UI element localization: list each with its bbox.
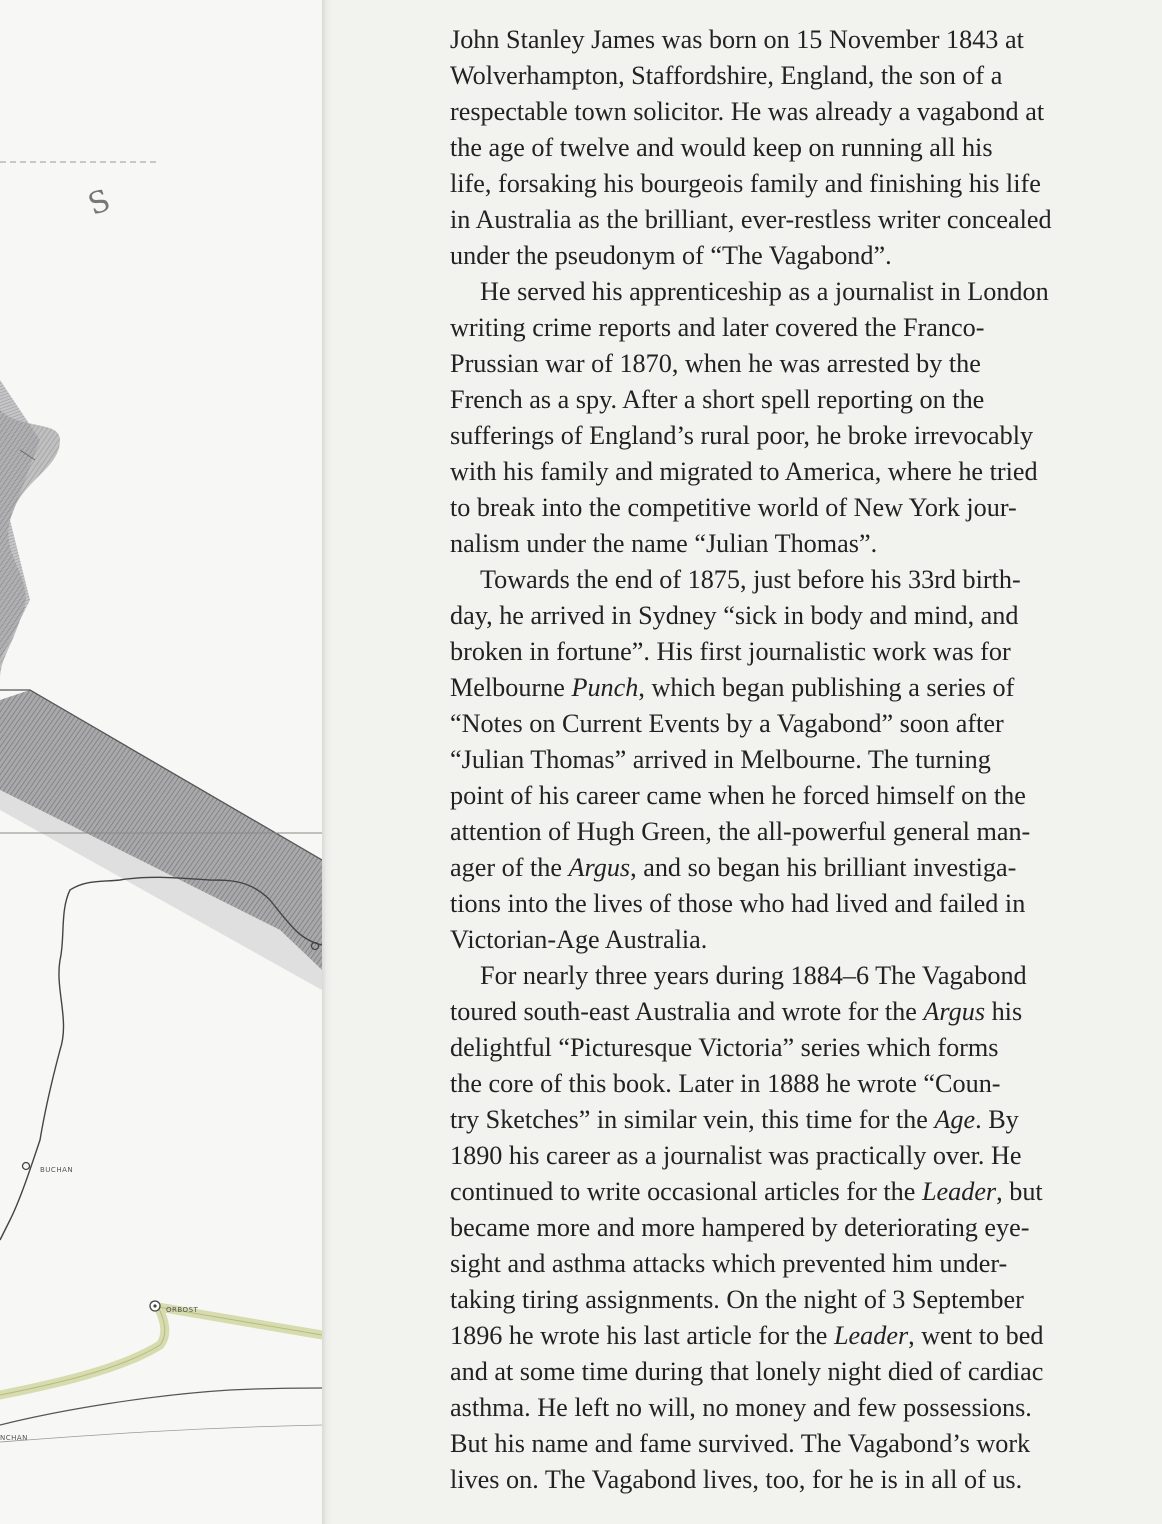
map-town-label-buchan: BUCHAN (40, 1166, 74, 1174)
text-line: 1896 he wrote his last article for the Leader, went to bed (450, 1321, 1044, 1350)
text-line: became more and more hampered by deteriorating eye- (450, 1213, 1030, 1242)
text-line: to break into the competitive world of New York jour- (450, 493, 1017, 522)
text-line: attention of Hugh Green, the all-powerful general man- (450, 817, 1031, 846)
text-line: asthma. He left no will, no money and few possessions. (450, 1393, 1032, 1422)
text-line: in Australia as the brilliant, ever-restless writer concealed (450, 205, 1052, 234)
text-line: He served his apprenticeship as a journalist in London (480, 277, 1049, 306)
map-town-label-partial: NCHAN (0, 1434, 28, 1442)
text-line: Melbourne Punch, which began publishing a series of (450, 673, 1015, 702)
text-line: Towards the end of 1875, just before his 33rd birth- (480, 565, 1021, 594)
text-line: sufferings of England’s rural poor, he broke irrevocably (450, 421, 1034, 450)
text-line: with his family and migrated to America, where he tried (450, 457, 1038, 486)
map-town-marker (23, 1163, 30, 1170)
text-line: writing crime reports and later covered the Franco- (450, 313, 985, 342)
text-line: ager of the Argus, and so began his brilliant investiga- (450, 853, 1017, 882)
text-line: broken in fortune”. His first journalistic work was for (450, 637, 1011, 666)
text-line: day, he arrived in Sydney “sick in body and mind, and (450, 601, 1019, 630)
map-town-label-orbost: ORBOST (166, 1306, 199, 1314)
page-gutter (322, 0, 334, 1524)
text-line: Wolverhampton, Staffordshire, England, the son of a (450, 61, 1003, 90)
text-line: and at some time during that lonely night died of cardiac (450, 1357, 1044, 1386)
text-line: 1890 his career as a journalist was practically over. He (450, 1141, 1022, 1170)
text-line: sight and asthma attacks which prevented him under- (450, 1249, 1008, 1278)
text-line: For nearly three years during 1884–6 The Vagabond (480, 961, 1027, 990)
map-highlight-road (0, 1307, 322, 1395)
text-line: the age of twelve and would keep on running all his (450, 133, 993, 162)
text-line: But his name and fame survived. The Vagabond’s work (450, 1429, 1031, 1458)
text-line: respectable town solicitor. He was already a vagabond at (450, 97, 1045, 126)
map-coastline (0, 1388, 322, 1425)
paragraph (450, 274, 1150, 562)
text-line: delightful “Picturesque Victoria” series which forms (450, 1033, 999, 1062)
body-text (450, 22, 1150, 1498)
map-illustration (0, 0, 322, 1524)
text-line: Prussian war of 1870, when he was arrested by the (450, 349, 981, 378)
text-line: nalism under the name “Julian Thomas”. (450, 529, 878, 558)
text-line: lives on. The Vagabond lives, too, for he is in all of us. (450, 1465, 1023, 1494)
text-line: “Notes on Current Events by a Vagabond” soon after (450, 709, 1004, 738)
paragraph (450, 958, 1150, 1498)
text-line: point of his career came when he forced himself on the (450, 781, 1026, 810)
text-line: Victorian-Age Australia. (450, 925, 708, 954)
map-drawing (0, 0, 322, 1524)
text-line: taking tiring assignments. On the night of 3 September (450, 1285, 1024, 1314)
paragraph (450, 22, 1150, 274)
text-line: toured south-east Australia and wrote for the Argus his (450, 997, 1023, 1026)
text-line: try Sketches” in similar vein, this time for the Age. By (450, 1105, 1019, 1134)
paragraph (450, 562, 1150, 958)
text-line: the core of this book. Later in 1888 he wrote “Coun- (450, 1069, 1001, 1098)
text-line: under the pseudonym of “The Vagabond”. (450, 241, 892, 270)
text-line: “Julian Thomas” arrived in Melbourne. The turning (450, 745, 991, 774)
text-line: continued to write occasional articles for the Leader, but (450, 1177, 1043, 1206)
text-line: life, forsaking his bourgeois family and finishing his life (450, 169, 1041, 198)
text-line: French as a spy. After a short spell reporting on the (450, 385, 985, 414)
text-line: tions into the lives of those who had lived and failed in (450, 889, 1026, 918)
text-line: John Stanley James was born on 15 November 1843 at (450, 25, 1024, 54)
map-letter-label: S (83, 182, 116, 223)
